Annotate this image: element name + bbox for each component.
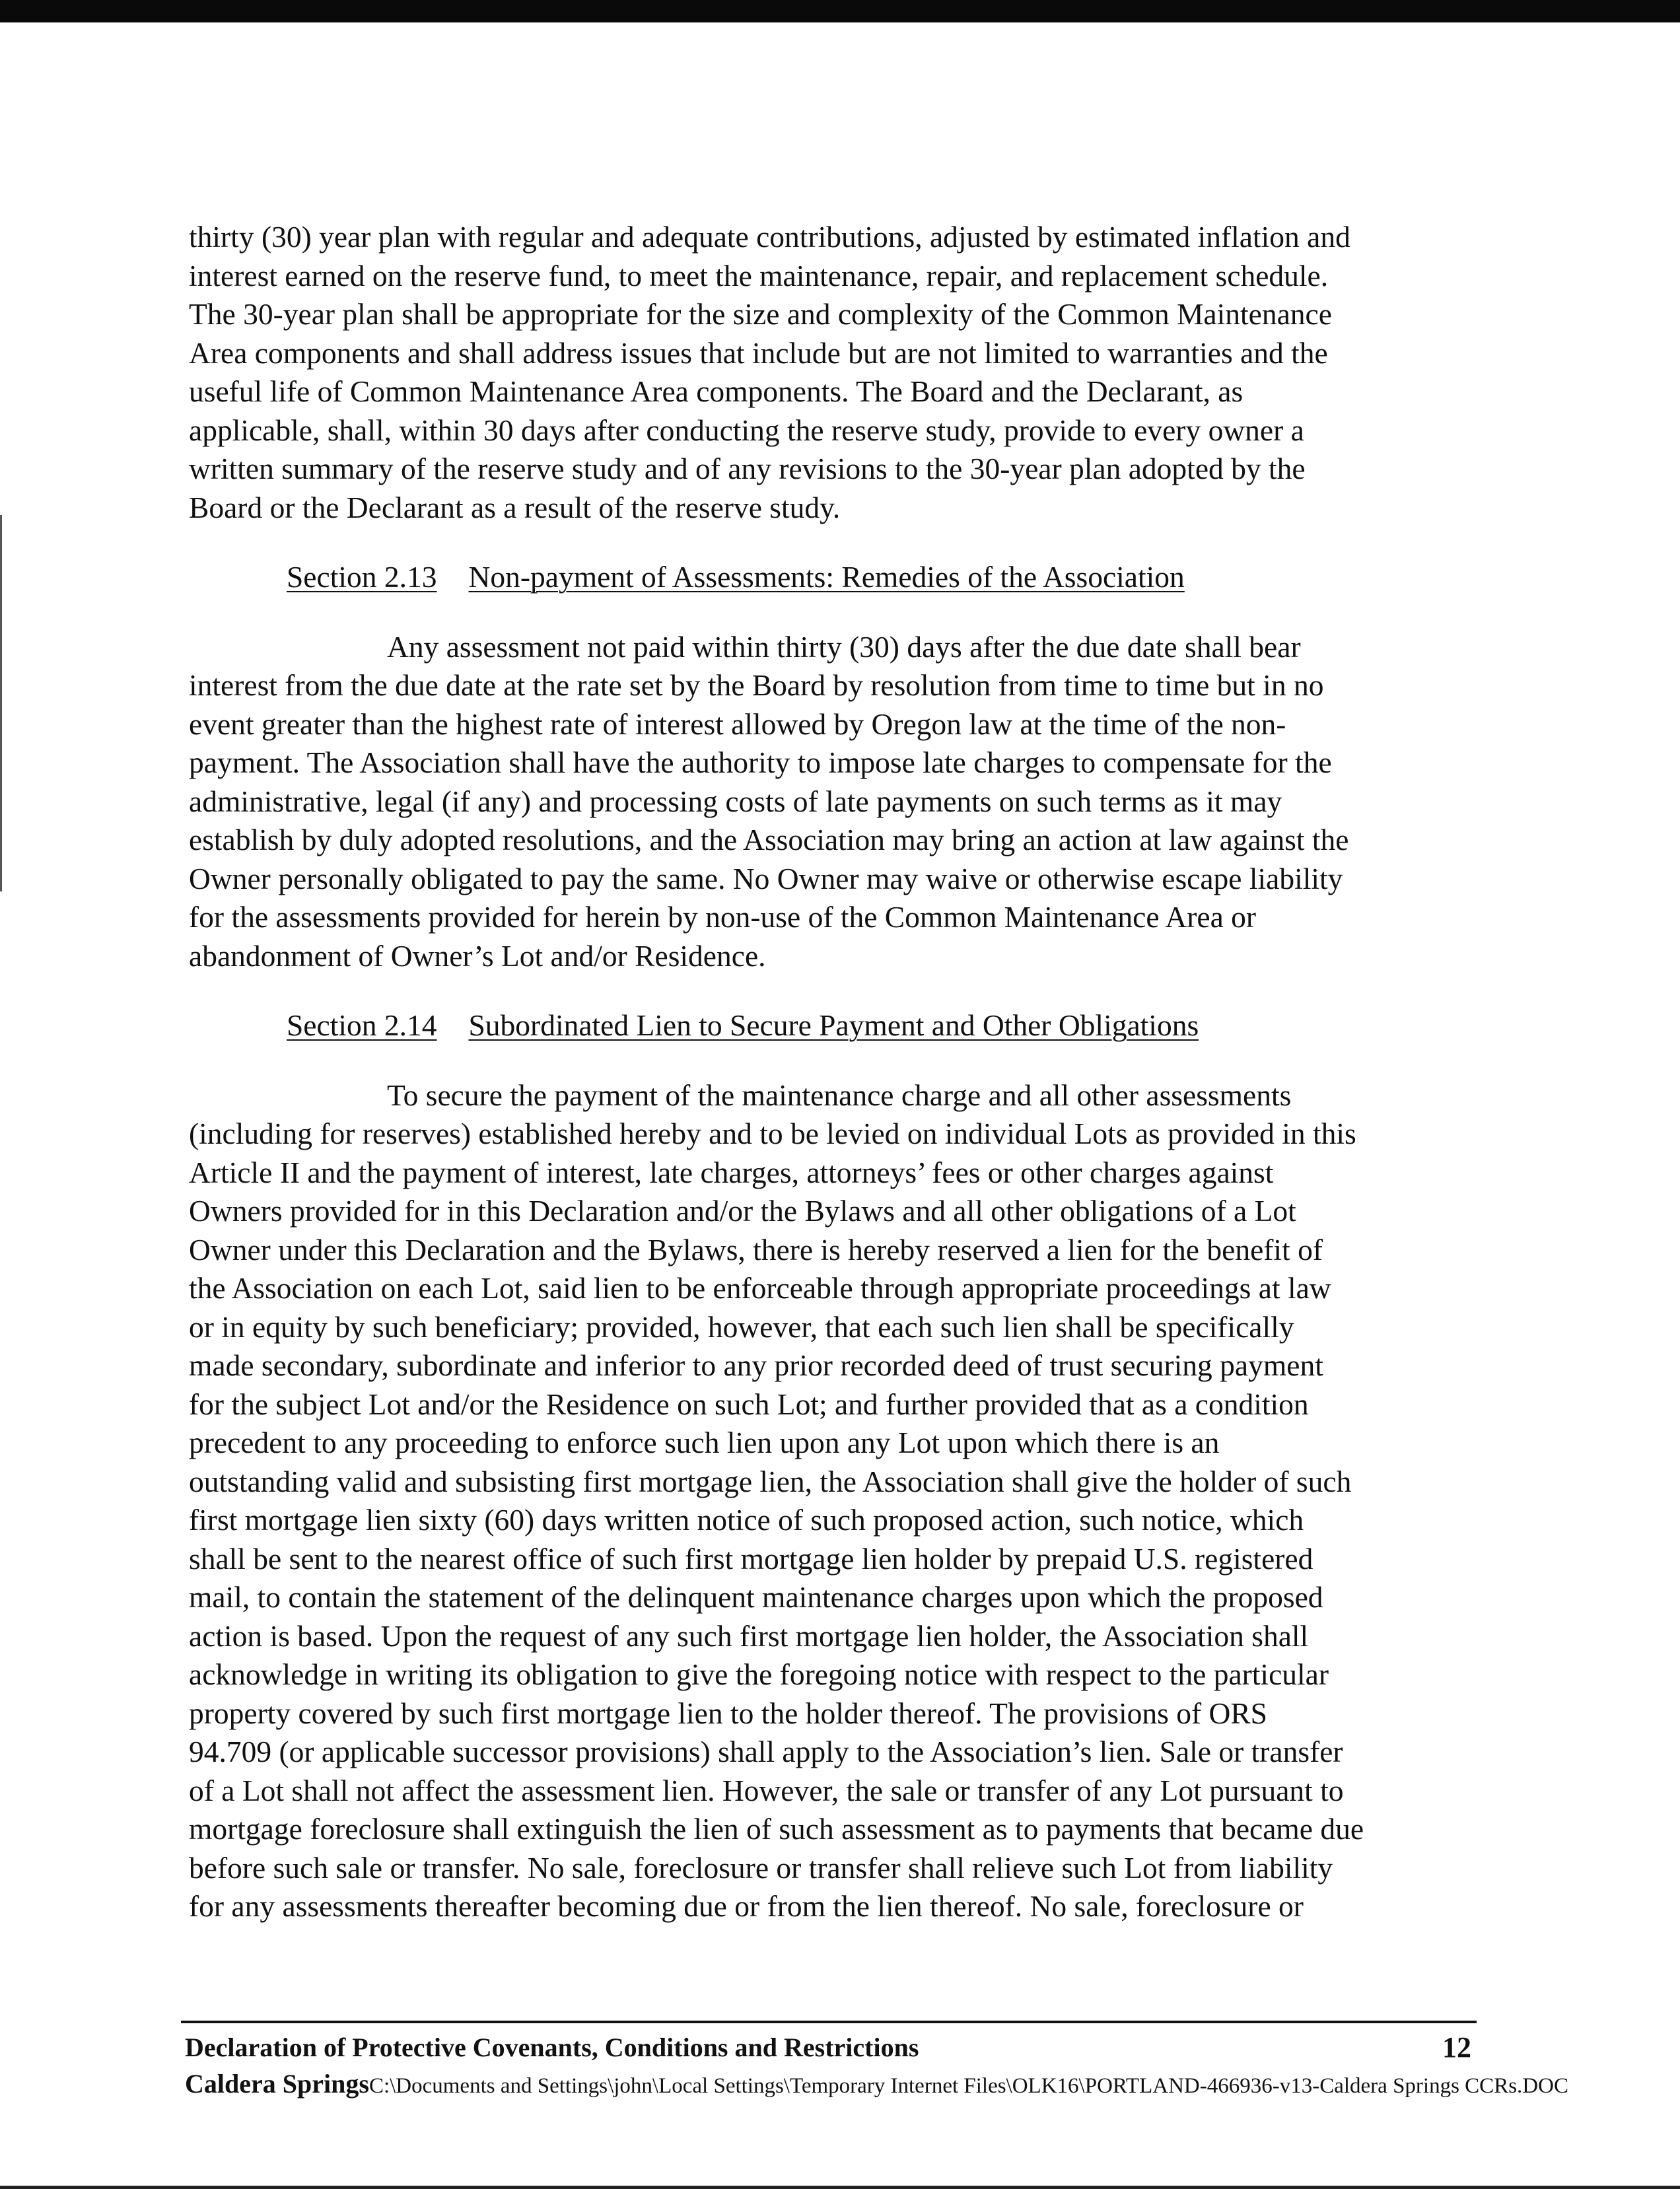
paragraph-subordinated-lien: To secure the payment of the maintenance charge and all other assessments (including for reserves) established hereby and to be levied on individual Lots as provided in this Article II and the payment of interest, late charges, attorneys’ fees or other charges against Owners provided for in this Declaration and/or the Bylaws and all other obligations of a Lot Owner under this Declaration and the Bylaws, there is hereby reserved a lien for the benefit of the Association on each Lot, said lien to be enforceable through appropriate proceedings at law or in equity by such beneficiary; provided, however, that each such lien shall be specifically made secondary, subordinate and inferior to any prior recorded deed of trust securing payment for the subject Lot and/or the Residence on such Lot; and further provided that as a condition precedent to any proceeding to enforce such lien upon any Lot upon which there is an outstanding valid and subsisting first mortgage lien, the Association shall give the holder of such first mortgage lien sixty (60) days written notice of such proposed action, such notice, which shall be sent to the nearest office of such first mortgage lien holder by prepaid U.S. registered mail, to contain the statement of the delinquent maintenance charges upon which the proposed action is based. Upon the request of any such first mortgage lien holder, the Association shall acknowledge in writing its obligation to give the foregoing notice with respect to the particular property covered by such first mortgage lien to the holder thereof. The provisions of ORS 94.709 (or applicable successor provisions) shall apply to the Association’s lien. Sale or transfer of a Lot shall not affect the assessment lien. However, the sale or transfer of any Lot pursuant to mortgage foreclosure shall extinguish the lien of such assessment as to payments that became due before such sale or transfer. No sale, foreclosure or transfer shall relieve such Lot from liability for any assessments thereafter becoming due or from the lien thereof. No sale, foreclosure or (189, 1078, 1364, 1923)
footer-file-path: C:\Documents and Settings\john\Local Settings\Temporary Internet Files\OLK16\PORTLAND-466936-v13-Caldera Springs CCRs.DOC (368, 2074, 1568, 2098)
footer-document-title: Declaration of Protective Covenants, Conditions and Restrictions (185, 2033, 919, 2062)
section-heading-2-14 (287, 1006, 1483, 1045)
scan-top-border (0, 0, 1680, 22)
section-title: Subordinated Lien to Secure Payment and Other Obligations (468, 1008, 1199, 1042)
scan-left-edge-mark (0, 515, 2, 891)
paragraph-reserve-plan: thirty (30) year plan with regular and adequate contributions, adjusted by estimated inflation and interest earned on the reserve fund, to meet the maintenance, repair, and replacement schedule. The 30-year plan shall be appropriate for the size and complexity of the Common Maintenance Area components and shall address issues that include but are not limited to warranties and the useful life of Common Maintenance Area components. The Board and the Declarant, as applicable, shall, within 30 days after conducting the reserve study, provide to every owner a written summary of the reserve study and of any revisions to the 30-year plan adopted by the Board or the Declarant as a result of the reserve study. (189, 220, 1350, 524)
section-number: Section 2.13 (287, 560, 437, 594)
footer-title-row (185, 2031, 1471, 2065)
footer-divider (181, 2021, 1477, 2023)
section-title: Non-payment of Assessments: Remedies of the Association (468, 560, 1185, 594)
scan-bottom-border (0, 2186, 1680, 2189)
section-heading-2-13 (287, 558, 1483, 597)
footer-project-name: Caldera Springs (185, 2069, 369, 2099)
footer-file-row (185, 2067, 1568, 2107)
document-body (189, 218, 1483, 1926)
page-number: 12 (1442, 2031, 1471, 2064)
paragraph-non-payment: Any assessment not paid within thirty (30) days after the due date shall bear interest from the due date at the rate set by the Board by resolution from time to time but in no event greater than the highest rate of interest allowed by Oregon law at the time of the non- payment. The Association shall have the authority to impose late charges to compensate for the administrative, legal (if any) and processing costs of late payments on such terms as it may establish by duly adopted resolutions, and the Association may bring an action at law against the Owner personally obligated to pay the same. No Owner may waive or otherwise escape liability for the assessments provided for herein by non-use of the Common Maintenance Area or abandonment of Owner’s Lot and/or Residence. (189, 629, 1349, 973)
section-number: Section 2.14 (287, 1008, 437, 1042)
